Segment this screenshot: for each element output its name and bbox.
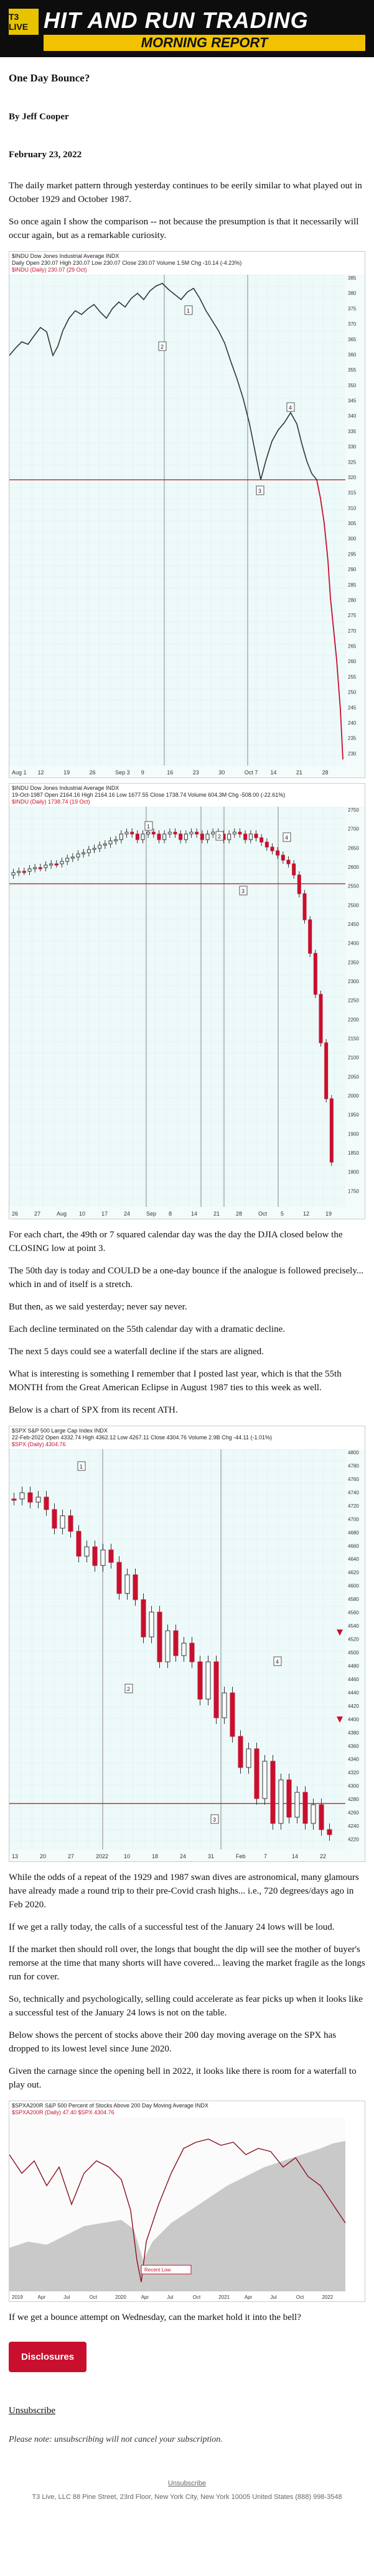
x-tick-label: 28 xyxy=(236,1211,243,1217)
point-marker-2: 2 xyxy=(218,833,222,840)
y-tick-label: 290 xyxy=(348,567,357,573)
candle-body xyxy=(85,1547,89,1556)
y-tick-label: 4740 xyxy=(348,1490,359,1496)
point-marker-4: 4 xyxy=(289,405,292,411)
y-tick-label: 2550 xyxy=(348,883,359,889)
candle-body xyxy=(246,1749,251,1767)
candle-body xyxy=(190,1643,194,1662)
y-tick-label: 4680 xyxy=(348,1529,359,1536)
candle-body xyxy=(255,1749,259,1799)
candle-body xyxy=(303,894,306,920)
x-tick-label: 8 xyxy=(169,1211,172,1217)
y-tick-label: 235 xyxy=(348,735,357,741)
candle-body xyxy=(44,865,47,868)
candle-body xyxy=(325,1043,328,1099)
candle-body xyxy=(198,1662,202,1699)
y-tick-label: 4360 xyxy=(348,1743,359,1749)
y-tick-label: 2650 xyxy=(348,845,359,851)
candle-body xyxy=(200,834,203,840)
x-tick-label: Apr xyxy=(37,2294,45,2300)
y-tick-label: 4640 xyxy=(348,1556,359,1562)
candle-body xyxy=(222,1693,227,1718)
candle-body xyxy=(68,1516,73,1531)
candle-body xyxy=(260,838,263,842)
point-marker-1: 1 xyxy=(147,823,151,830)
candle-body xyxy=(115,840,118,841)
x-tick-label: Oct xyxy=(296,2294,304,2300)
candle-body xyxy=(77,1531,81,1556)
y-tick-label: 4280 xyxy=(348,1797,359,1803)
y-tick-label: 4240 xyxy=(348,1823,359,1830)
candle-body xyxy=(82,853,85,854)
paragraph-12: If the market then should roll over, the longs that bought the dip will see the mother of buyer's remorse at the time that many shorts will have covered... leaving the market fragile as the longs run for cover. xyxy=(9,1945,365,1982)
x-tick-label: Oct xyxy=(192,2294,201,2300)
candle-body xyxy=(190,832,193,834)
y-tick-label: 355 xyxy=(348,367,357,374)
x-tick-label: Apr xyxy=(244,2294,253,2300)
paragraph-14: Below shows the percent of stocks above their 200 day moving average on the SPX has dropped to its lowest level since June 2020. xyxy=(9,2030,337,2054)
x-tick-label: 14 xyxy=(191,1211,198,1217)
paragraph-6: Each decline terminated on the 55th calendar day with a dramatic decline. xyxy=(9,1324,285,1334)
x-tick-label: 18 xyxy=(152,1853,159,1859)
y-tick-label: 4300 xyxy=(348,1783,359,1789)
chart-2-y-axis xyxy=(348,807,359,1194)
x-tick-label: Oct 7 xyxy=(244,769,258,776)
chart-1-y-axis xyxy=(348,275,357,756)
y-tick-label: 4660 xyxy=(348,1543,359,1549)
x-tick-label: 17 xyxy=(101,1211,108,1217)
y-tick-label: 2050 xyxy=(348,1074,359,1080)
candle-body xyxy=(287,860,290,864)
candle-body xyxy=(292,864,296,875)
y-tick-label: 1800 xyxy=(348,1169,359,1175)
y-tick-label: 310 xyxy=(348,505,357,511)
x-tick-label: 27 xyxy=(34,1211,41,1217)
y-tick-label: 2000 xyxy=(348,1093,359,1099)
candle-body xyxy=(271,1761,275,1823)
candle-body xyxy=(12,1499,16,1500)
y-tick-label: 375 xyxy=(348,306,357,312)
y-tick-label: 320 xyxy=(348,474,357,480)
candle-body xyxy=(125,832,128,834)
y-tick-label: 330 xyxy=(348,444,357,450)
header-subtitle: MORNING REPORT xyxy=(44,35,365,51)
article-author: By Jeff Cooper xyxy=(9,112,69,122)
candle-body xyxy=(238,1736,243,1767)
candle-body xyxy=(28,1493,32,1502)
chart-2-header: $INDU Dow Jones Industrial Average INDX 19-Oct-1987 Open 2164.16 High 2164.16 Low 1677.55 Close 1738.74 Volume 604.3M Chg -508.00 (-22.61%) $INDU (Daily) 1738.74 (19 Oct) xyxy=(9,784,365,807)
candle-body xyxy=(60,861,63,864)
y-tick-label: 4460 xyxy=(348,1676,359,1682)
chart-2-x-axis xyxy=(12,1211,332,1217)
paragraph-11: If we get a rally today, the calls of a successful test of the January 24 lows will be loud. xyxy=(9,1922,335,1932)
paragraph-13: So, technically and psychologically, selling could accelerate as fear picks up when it looks like a successful test of the January 24 lows is not on the table. xyxy=(9,1994,363,2018)
x-tick-label: 16 xyxy=(167,769,174,776)
candle-body xyxy=(109,1550,113,1562)
y-tick-label: 345 xyxy=(348,398,357,404)
candle-body xyxy=(98,845,101,848)
candle-body xyxy=(55,864,58,865)
y-tick-label: 2300 xyxy=(348,979,359,984)
candle-body xyxy=(93,848,96,850)
y-tick-label: 300 xyxy=(348,536,357,542)
y-tick-label: 360 xyxy=(348,352,357,358)
candle-body xyxy=(60,1516,65,1528)
y-tick-label: 335 xyxy=(348,428,357,434)
y-tick-label: 4440 xyxy=(348,1690,359,1696)
y-tick-label: 1850 xyxy=(348,1150,359,1156)
y-tick-label: 380 xyxy=(348,290,357,296)
x-tick-label: Oct xyxy=(258,1211,268,1217)
y-tick-label: 305 xyxy=(348,521,357,526)
article-body xyxy=(0,72,374,2501)
candle-body xyxy=(66,858,69,861)
chart-1-x-axis xyxy=(12,769,328,776)
y-tick-label: 370 xyxy=(348,321,357,328)
candle-body xyxy=(330,1099,333,1162)
paragraph-9: Below is a chart of SPX from its recent ATH. xyxy=(9,1405,178,1415)
y-tick-label: 315 xyxy=(348,490,357,496)
candle-body xyxy=(279,1780,283,1823)
x-tick-label: 26 xyxy=(89,769,96,776)
y-tick-label: 4540 xyxy=(348,1623,359,1629)
x-tick-label: 12 xyxy=(37,769,44,776)
spx-above-200dma-chart xyxy=(9,2101,365,2302)
y-tick-label: 4520 xyxy=(348,1636,359,1643)
candle-body xyxy=(238,832,241,834)
x-tick-label: 23 xyxy=(192,769,199,776)
paragraph-7: The next 5 days could see a waterfall decline if the stars are aligned. xyxy=(9,1347,264,1357)
point-marker-1: 1 xyxy=(80,1464,83,1470)
djia-1987-chart xyxy=(9,783,365,1219)
y-tick-label: 2250 xyxy=(348,997,359,1004)
article-date: February 23, 2022 xyxy=(9,150,82,160)
chart-3-header: $SPX S&P 500 Large Cap Index INDX 22-Feb-2022 Open 4332.74 High 4362.12 Low 4267.11 Close 4304.76 Volume 2.9B Chg -44.11 (-1.01%) $SPX (Daily) 4304.76 xyxy=(9,1426,365,1449)
x-tick-label: Feb xyxy=(236,1853,246,1859)
disclosures-button[interactable]: Disclosures xyxy=(9,2342,86,2372)
point-marker-1: 1 xyxy=(187,308,190,314)
chart-4-header: $SPXA200R S&P 500 Percent of Stocks Above 200 Day Moving Average INDX $SPXA200R (Daily) 47.40 $SPX 4304.76 xyxy=(9,2101,365,2117)
t3-live-logo: T3 LIVE xyxy=(9,9,39,35)
x-tick-label: 14 xyxy=(270,769,277,776)
x-tick-label: 10 xyxy=(124,1853,131,1859)
candle-body xyxy=(152,832,155,834)
y-tick-label: 4400 xyxy=(348,1717,359,1723)
candle-body xyxy=(319,994,322,1043)
x-tick-label: Aug xyxy=(57,1211,67,1217)
candle-body xyxy=(230,1693,235,1736)
candle-body xyxy=(17,871,21,873)
x-tick-label: Sep 3 xyxy=(115,769,130,776)
y-tick-label: 4340 xyxy=(348,1756,359,1762)
y-tick-label: 265 xyxy=(348,643,357,649)
point-marker-2: 2 xyxy=(127,1686,131,1692)
candle-body xyxy=(22,871,26,873)
x-tick-label: Jul xyxy=(63,2294,70,2300)
x-tick-label: Apr xyxy=(141,2294,149,2300)
spx-chart xyxy=(9,1426,365,1862)
candle-body xyxy=(141,834,144,840)
candle-body xyxy=(212,832,215,834)
x-tick-label: 2022 xyxy=(322,2294,334,2300)
y-tick-label: 260 xyxy=(348,659,357,665)
candle-body xyxy=(263,1761,267,1799)
paragraph-4: The 50th day is today and COULD be a one-day bounce if the analogue is followed precisely... which in and of itself is a stretch. xyxy=(9,1266,364,1290)
x-tick-label: 5 xyxy=(281,1211,284,1217)
candle-body xyxy=(206,834,209,840)
x-tick-label: 20 xyxy=(40,1853,47,1859)
y-tick-label: 340 xyxy=(348,413,357,419)
djia-1929-chart xyxy=(9,251,365,778)
candle-body xyxy=(141,1600,146,1637)
x-tick-label: 30 xyxy=(218,769,225,776)
y-tick-label: 4500 xyxy=(348,1650,359,1656)
candle-body xyxy=(303,1792,307,1823)
x-tick-label: 14 xyxy=(292,1853,299,1859)
footer-unsubscribe-link[interactable]: Unsubscribe xyxy=(167,2480,207,2487)
y-tick-label: 4380 xyxy=(348,1730,359,1736)
footer-address: T3 Live, LLC 88 Pine Street, 23rd Floor, New York City, New York 10005 United States (888) 998-3548 xyxy=(32,2493,342,2501)
y-tick-label: 1950 xyxy=(348,1112,359,1118)
candle-body xyxy=(228,834,231,840)
y-tick-label: 2350 xyxy=(348,960,359,966)
x-tick-label: 7 xyxy=(264,1853,268,1859)
x-tick-label: 2022 xyxy=(96,1853,109,1859)
y-tick-label: 4700 xyxy=(348,1516,359,1523)
candle-body xyxy=(214,1662,218,1718)
chart-3-plot xyxy=(9,1449,365,1862)
candle-body xyxy=(52,1510,57,1528)
candle-body xyxy=(157,1612,162,1662)
paragraph-8: What is interesting is something I remember that I posted last year, which is that the 55th MONTH from the Great American Eclipse in August 1987 ties to this week as well. xyxy=(9,1369,342,1393)
x-tick-label: Aug 1 xyxy=(12,769,27,776)
y-tick-label: 2450 xyxy=(348,922,359,927)
point-marker-3: 3 xyxy=(213,1817,217,1823)
y-tick-label: 2750 xyxy=(348,807,359,813)
y-tick-label: 4780 xyxy=(348,1463,359,1469)
candle-body xyxy=(39,868,42,869)
y-tick-label: 2100 xyxy=(348,1055,359,1061)
y-tick-label: 4220 xyxy=(348,1836,359,1843)
candle-body xyxy=(295,1792,299,1817)
candle-body xyxy=(166,1631,170,1662)
chart-1-plot xyxy=(9,275,365,778)
candle-body xyxy=(147,832,150,834)
candle-body xyxy=(103,844,106,845)
x-tick-label: 26 xyxy=(12,1211,19,1217)
candle-body xyxy=(233,832,236,834)
y-tick-label: 1750 xyxy=(348,1188,359,1194)
y-tick-label: 2150 xyxy=(348,1036,359,1042)
candle-body xyxy=(174,1631,178,1656)
y-tick-label: 280 xyxy=(348,597,357,603)
candle-body xyxy=(50,864,53,865)
y-tick-label: 4600 xyxy=(348,1583,359,1589)
candle-body xyxy=(101,1550,105,1565)
candle-body xyxy=(93,1547,97,1565)
candle-body xyxy=(314,953,317,994)
y-tick-label: 2400 xyxy=(348,940,359,947)
candle-body xyxy=(182,1643,186,1656)
y-tick-label: 4420 xyxy=(348,1703,359,1709)
paragraph-16: If we get a bounce attempt on Wednesday, can the market hold it into the bell? xyxy=(9,2312,301,2322)
unsubscribe-note: Please note: unsubscribing will not cancel your subscription. xyxy=(9,2435,223,2444)
chart-3-x-axis xyxy=(12,1853,326,1859)
candle-body xyxy=(311,1805,316,1823)
y-tick-label: 325 xyxy=(348,459,357,465)
header-title: HIT AND RUN TRADING xyxy=(44,7,309,33)
candle-body xyxy=(36,1497,40,1502)
unsubscribe-link[interactable]: Unsubscribe xyxy=(9,2406,55,2416)
x-tick-label: 31 xyxy=(208,1853,215,1859)
y-tick-label: 275 xyxy=(348,613,357,619)
chart-4-x-axis xyxy=(12,2294,334,2300)
x-tick-label: 19 xyxy=(325,1211,332,1217)
x-tick-label: 12 xyxy=(303,1211,310,1217)
paragraph-3: For each chart, the 49th or 7 squared calendar day was the day the DJIA closed below the CLOSING low at point 3. xyxy=(9,1230,343,1254)
candle-body xyxy=(71,857,74,858)
candle-body xyxy=(297,875,301,894)
recent-low-annotation: Recent Low xyxy=(144,2267,171,2273)
paragraph-2: So once again I show the comparison -- not because the presumption is that it necessarily will occur again, but as a remarkable curiosity. xyxy=(9,217,359,241)
y-tick-label: 2700 xyxy=(348,826,359,832)
paragraph-15: Given the carnage since the opening bell in 2022, it looks like there is room for a waterfall to play out. xyxy=(9,2066,357,2090)
x-tick-label: 9 xyxy=(141,769,144,776)
x-tick-label: 2019 xyxy=(12,2294,23,2300)
x-tick-label: Jul xyxy=(270,2294,277,2300)
candle-body xyxy=(195,832,199,834)
candle-body xyxy=(87,850,90,853)
y-tick-label: 4720 xyxy=(348,1503,359,1509)
point-marker-4: 4 xyxy=(276,1659,279,1665)
candle-body xyxy=(119,834,123,840)
candle-body xyxy=(131,832,134,834)
candle-body xyxy=(271,847,274,851)
candle-body xyxy=(281,855,284,860)
footer xyxy=(9,2480,365,2501)
candle-body xyxy=(34,868,37,869)
candle-body xyxy=(12,873,15,875)
y-tick-label: 295 xyxy=(348,551,357,557)
y-tick-label: 285 xyxy=(348,582,357,588)
x-tick-label: 24 xyxy=(124,1211,131,1217)
y-tick-label: 4320 xyxy=(348,1770,359,1776)
x-tick-label: 2020 xyxy=(115,2294,126,2300)
x-tick-label: 21 xyxy=(296,769,302,776)
y-tick-label: 2600 xyxy=(348,864,359,870)
candle-body xyxy=(327,1830,332,1835)
candle-body xyxy=(249,834,252,840)
y-tick-label: 240 xyxy=(348,720,357,726)
y-tick-label: 4260 xyxy=(348,1810,359,1816)
x-tick-label: Sep xyxy=(146,1211,157,1217)
y-tick-label: 255 xyxy=(348,674,357,680)
x-tick-label: 19 xyxy=(63,769,70,776)
y-tick-label: 385 xyxy=(348,275,357,281)
x-tick-label: Jul xyxy=(167,2294,174,2300)
candle-body xyxy=(44,1497,49,1510)
candle-body xyxy=(125,1575,129,1593)
candle-body xyxy=(287,1780,291,1817)
report-header xyxy=(0,0,374,57)
candle-body xyxy=(179,834,182,840)
x-tick-label: 21 xyxy=(213,1211,220,1217)
y-tick-label: 4760 xyxy=(348,1476,359,1482)
candle-body xyxy=(136,834,139,840)
y-tick-label: 230 xyxy=(348,751,357,757)
y-tick-label: 270 xyxy=(348,628,357,634)
y-tick-label: 250 xyxy=(348,689,357,695)
paragraph-1: The daily market pattern through yesterday continues to be eerily similar to what played out in October 1929 and October 1987. xyxy=(9,181,362,204)
y-tick-label: 4480 xyxy=(348,1663,359,1669)
candle-body xyxy=(174,832,177,834)
y-tick-label: 4560 xyxy=(348,1610,359,1616)
y-tick-label: 1900 xyxy=(348,1131,359,1137)
candle-body xyxy=(168,832,171,834)
candle-body xyxy=(117,1562,121,1593)
point-marker-3: 3 xyxy=(241,888,245,894)
candle-body xyxy=(163,834,166,840)
article-title: One Day Bounce? xyxy=(9,72,90,84)
paragraph-10: While the odds of a repeat of the 1929 and 1987 swan dives are astronomical, many glamours have already made a round trip to their pre-Covid crash highs... i.e., 720 degrees/days ago in Feb 2020. xyxy=(9,1872,359,1910)
y-tick-label: 2500 xyxy=(348,902,359,909)
x-tick-label: 24 xyxy=(180,1853,187,1859)
point-marker-4: 4 xyxy=(285,835,289,841)
candle-body xyxy=(20,1493,24,1499)
chart-2-plot xyxy=(9,807,365,1219)
candle-body xyxy=(276,851,279,855)
x-tick-label: 22 xyxy=(320,1853,327,1859)
candle-body xyxy=(157,834,161,840)
candle-body xyxy=(265,842,268,847)
point-marker-2: 2 xyxy=(161,344,164,350)
candle-body xyxy=(184,834,187,840)
chart-4-plot xyxy=(9,2117,365,2302)
x-tick-label: 28 xyxy=(322,769,329,776)
candle-body xyxy=(244,834,247,840)
point-marker-3: 3 xyxy=(258,488,262,494)
y-tick-label: 4580 xyxy=(348,1597,359,1603)
x-tick-label: 2021 xyxy=(218,2294,230,2300)
candle-body xyxy=(206,1662,210,1699)
y-tick-label: 245 xyxy=(348,705,357,711)
chart-1-header: $INDU Dow Jones Industrial Average INDX Daily Open 230.07 High 230.07 Low 230.07 Close 230.07 Volume 1.5M Chg -10.14 (-4.23%) $INDU (Daily) 230.07 (29 Oct) xyxy=(9,252,365,275)
x-tick-label: 13 xyxy=(12,1853,19,1859)
x-tick-label: 27 xyxy=(68,1853,75,1859)
candle-body xyxy=(77,854,80,857)
x-tick-label: Oct xyxy=(89,2294,98,2300)
candle-body xyxy=(319,1805,324,1830)
y-tick-label: 350 xyxy=(348,382,357,388)
candle-body xyxy=(149,1612,154,1637)
y-tick-label: 365 xyxy=(348,336,357,342)
y-tick-label: 2200 xyxy=(348,1017,359,1023)
candle-body xyxy=(28,869,31,871)
y-tick-label: 4800 xyxy=(348,1450,359,1455)
paragraph-5: But then, as we said yesterday; never say never. xyxy=(9,1302,187,1312)
y-tick-label: 4620 xyxy=(348,1570,359,1576)
candle-body xyxy=(309,920,312,953)
chart-3-y-axis xyxy=(348,1450,359,1843)
candle-body xyxy=(109,841,112,844)
candle-body xyxy=(255,834,258,838)
x-tick-label: 10 xyxy=(79,1211,86,1217)
candle-body xyxy=(133,1575,138,1600)
